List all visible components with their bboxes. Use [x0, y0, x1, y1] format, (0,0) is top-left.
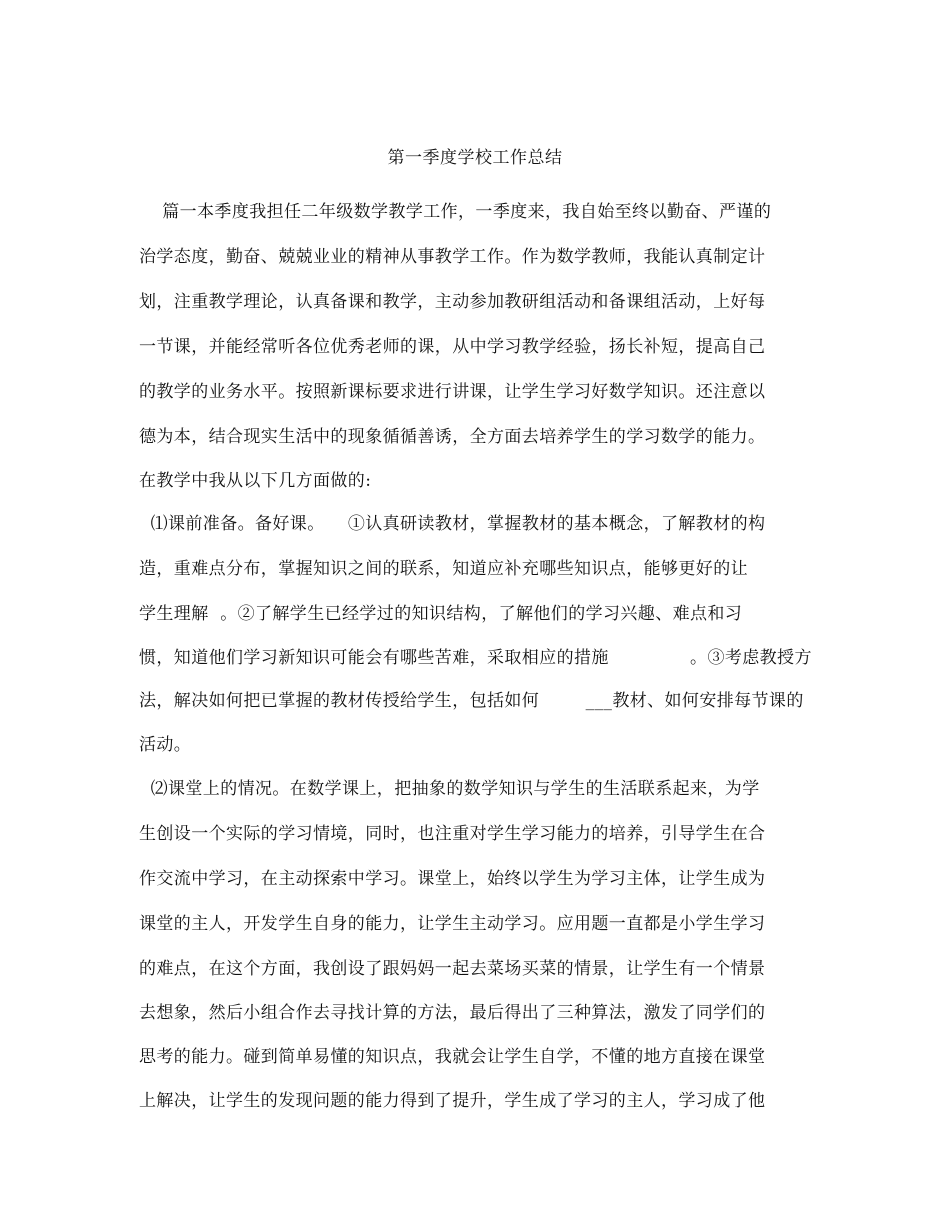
text-line: 学生理解 。②了解学生已经学过的知识结构，了解他们的学习兴趣、难点和习	[139, 604, 743, 624]
text-line: 思考的能力。碰到简单易懂的知识点，我就会让学生自学，不懂的地方直接在课堂	[139, 1047, 766, 1067]
text-line: 治学态度，勤奋、兢兢业业的精神从事教学工作。作为数学教师，我能认真制定计	[139, 247, 766, 267]
text-line: 在教学中我从以下几方面做的:	[139, 471, 372, 491]
text-line: 造，重难点分布，掌握知识之间的联系，知道应补充哪些知识点，能够更好的让	[139, 559, 748, 579]
text-line: 的教学的业务水平。按照新课标要求进行讲课，让学生学习好数学知识。还注意以	[139, 382, 766, 402]
text-line: 活动。	[139, 735, 192, 755]
text-line: 上解决，让学生的发现问题的能力得到了提升，学生成了学习的主人，学习成了他	[139, 1091, 766, 1111]
text-line: 德为本，结合现实生活中的现象循循善诱，全方面去培养学生的学习数学的能力。	[139, 427, 766, 447]
text-line: 的难点，在这个方面，我创设了跟妈妈一起去菜场买菜的情景，让学生有一个情景	[139, 959, 766, 979]
document-title: 第一季度学校工作总结	[387, 148, 563, 168]
text-line: ⑵课堂上的情况。在数学课上，把抽象的数学知识与学生的生活联系起来，为学	[139, 779, 760, 799]
text-line: 惯，知道他们学习新知识可能会有哪些苦难，采取相应的措施 。③考虑教授方	[139, 648, 812, 668]
text-line: 一节课，并能经常听各位优秀老师的课，从中学习教学经验，扬长补短，提高自己	[139, 337, 766, 357]
text-line: 课堂的主人，开发学生自身的能力，让学生主动学习。应用题一直都是小学生学习	[139, 914, 766, 934]
text-line: 生创设一个实际的学习情境，同时，也注重对学生学习能力的培养，引导学生在合	[139, 824, 766, 844]
text-line: 去想象，然后小组合作去寻找计算的方法，最后得出了三种算法，激发了同学们的	[139, 1003, 766, 1023]
text-line: 法，解决如何把已掌握的教材传授给学生，包括如何 ___教材、如何安排每节课的	[139, 691, 804, 711]
text-line: 划，注重教学理论，认真备课和教学，主动参加教研组活动和备课组活动，上好每	[139, 292, 766, 312]
text-line: 作交流中学习，在主动探索中学习。课堂上，始终以学生为学习主体，让学生成为	[139, 869, 766, 889]
text-line: ⑴课前准备。备好课。 ①认真研读教材，掌握教材的基本概念，了解教材的构	[139, 514, 766, 534]
text-line: 篇一本季度我担任二年级数学教学工作，一季度来，我自始至终以勤奋、严谨的	[139, 202, 772, 222]
